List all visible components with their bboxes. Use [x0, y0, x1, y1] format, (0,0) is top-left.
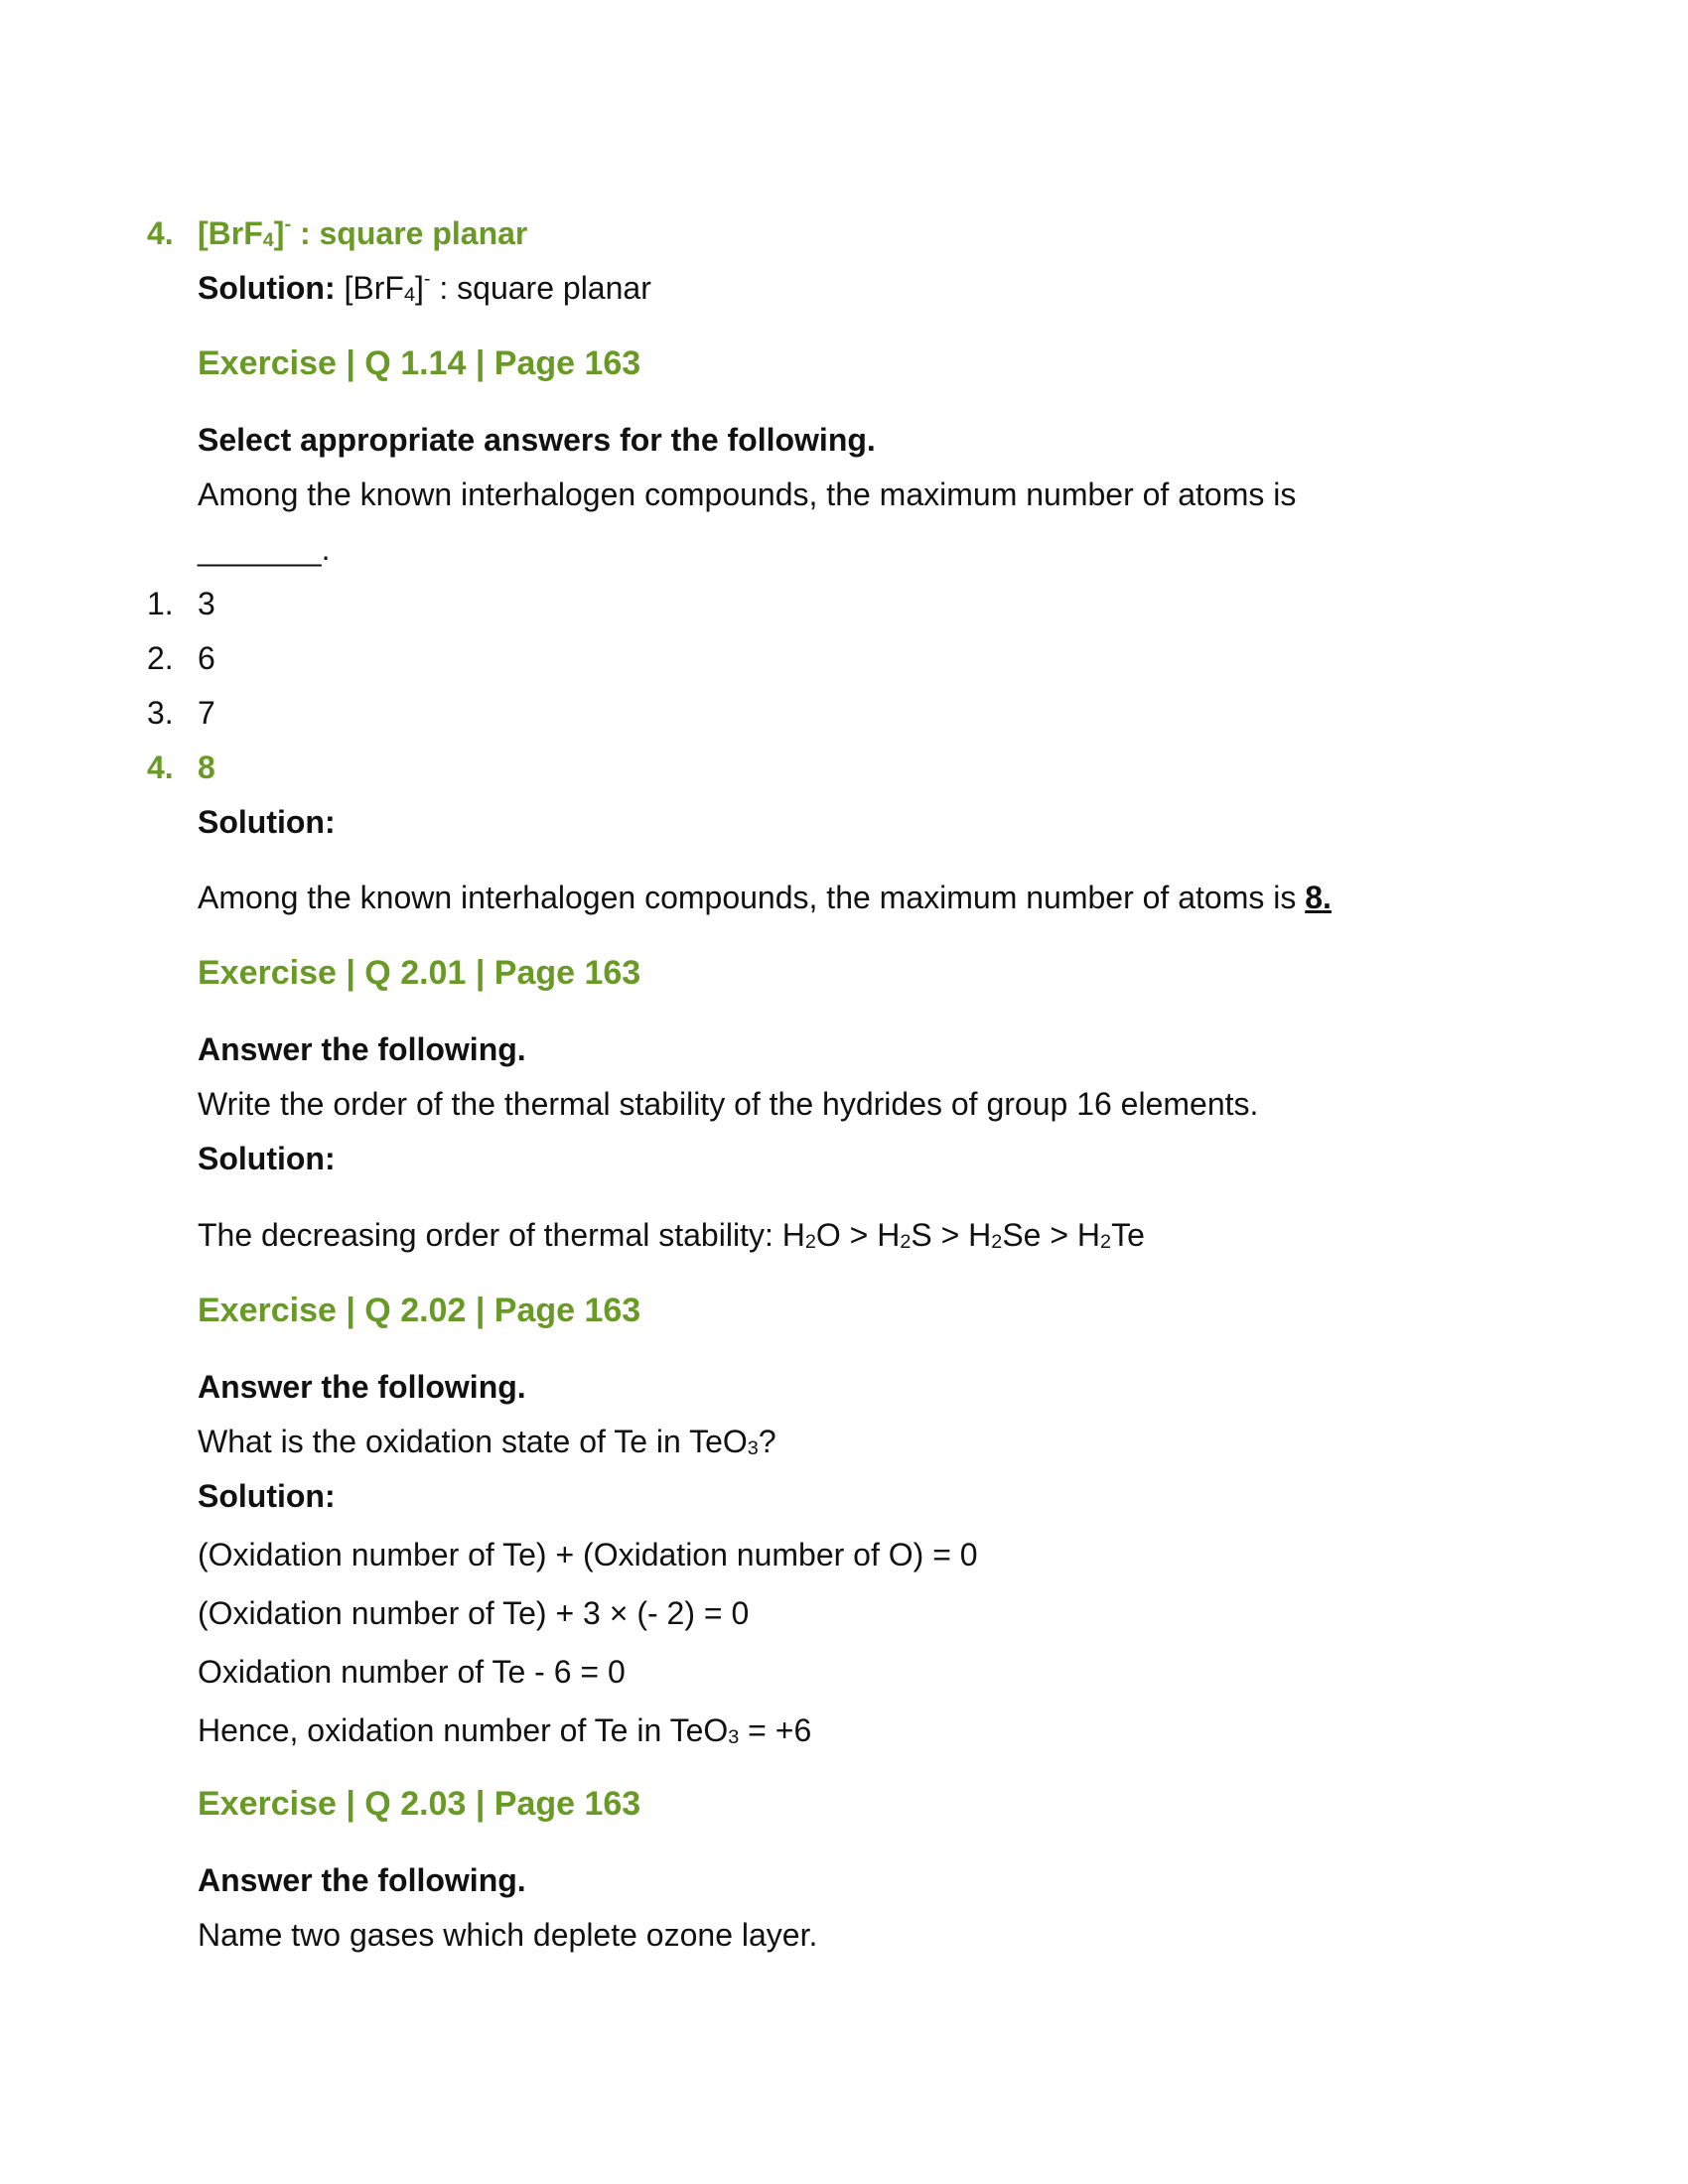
- solution-label: Solution:: [198, 270, 336, 306]
- exercise-header: Exercise | Q 2.02 | Page 163: [198, 1292, 641, 1329]
- solution-text: The decreasing order of thermal stability: $H_2O > H_2S > H_2Se > H_2Te$: [198, 1217, 1145, 1253]
- exercise-header: Exercise | Q 1.14 | Page 163: [198, 344, 641, 382]
- option-2: 2.: [147, 640, 174, 676]
- question-text: Name two gases which deplete ozone layer.: [198, 1917, 818, 1953]
- question-text: What is the oxidation state of Te in TeO$_3$?: [198, 1424, 776, 1459]
- solution-line-1: (Oxidation number of Te) + (Oxidation number of O) = 0: [198, 1537, 978, 1572]
- instruction: Answer the following.: [198, 1031, 526, 1067]
- solution-label: Solution:: [198, 804, 336, 840]
- option-1: 1.: [147, 586, 174, 621]
- option-1-value: 3: [198, 586, 215, 621]
- option-4-value: 8: [198, 750, 215, 785]
- exercise-header: Exercise | Q 2.01 | Page 163: [198, 954, 641, 992]
- instruction: Select appropriate answers for the following.: [198, 422, 876, 458]
- solution-line-3: Oxidation number of Te - 6 = 0: [198, 1654, 626, 1690]
- correct-option-4: [147, 217, 174, 249]
- option-3-value: 7: [198, 695, 215, 731]
- option-3: 3.: [147, 695, 174, 731]
- option-2-value: 6: [198, 640, 215, 676]
- answer-blank: _______.: [198, 531, 331, 567]
- correct-option-text: [BrF$_4$]- : square planar: [198, 213, 528, 251]
- instruction: Answer the following.: [198, 1369, 526, 1405]
- solution-line-4: Hence, oxidation number of Te in TeO$_3$ = +6: [198, 1712, 812, 1748]
- solution-line-2: (Oxidation number of Te) + 3 × (- 2) = 0: [198, 1595, 750, 1631]
- instruction: Answer the following.: [198, 1862, 526, 1898]
- solution-label: Solution:: [198, 1478, 336, 1514]
- question-text: Write the order of the thermal stability of the hydrides of group 16 elements.: [198, 1086, 1259, 1122]
- option-number: 4.: [147, 215, 174, 251]
- solution-text: Solution: [BrF$_4$]- : square planar: [198, 268, 651, 306]
- solution-label: Solution:: [198, 1141, 336, 1176]
- exercise-header: Exercise | Q 2.03 | Page 163: [198, 1785, 641, 1823]
- solution-text: Among the known interhalogen compounds, the maximum number of atoms is 8.: [198, 880, 1332, 915]
- option-4-correct: 4.: [147, 750, 174, 785]
- solution-answer: 8.: [1305, 880, 1332, 915]
- question-text: Among the known interhalogen compounds, the maximum number of atoms is: [198, 477, 1297, 512]
